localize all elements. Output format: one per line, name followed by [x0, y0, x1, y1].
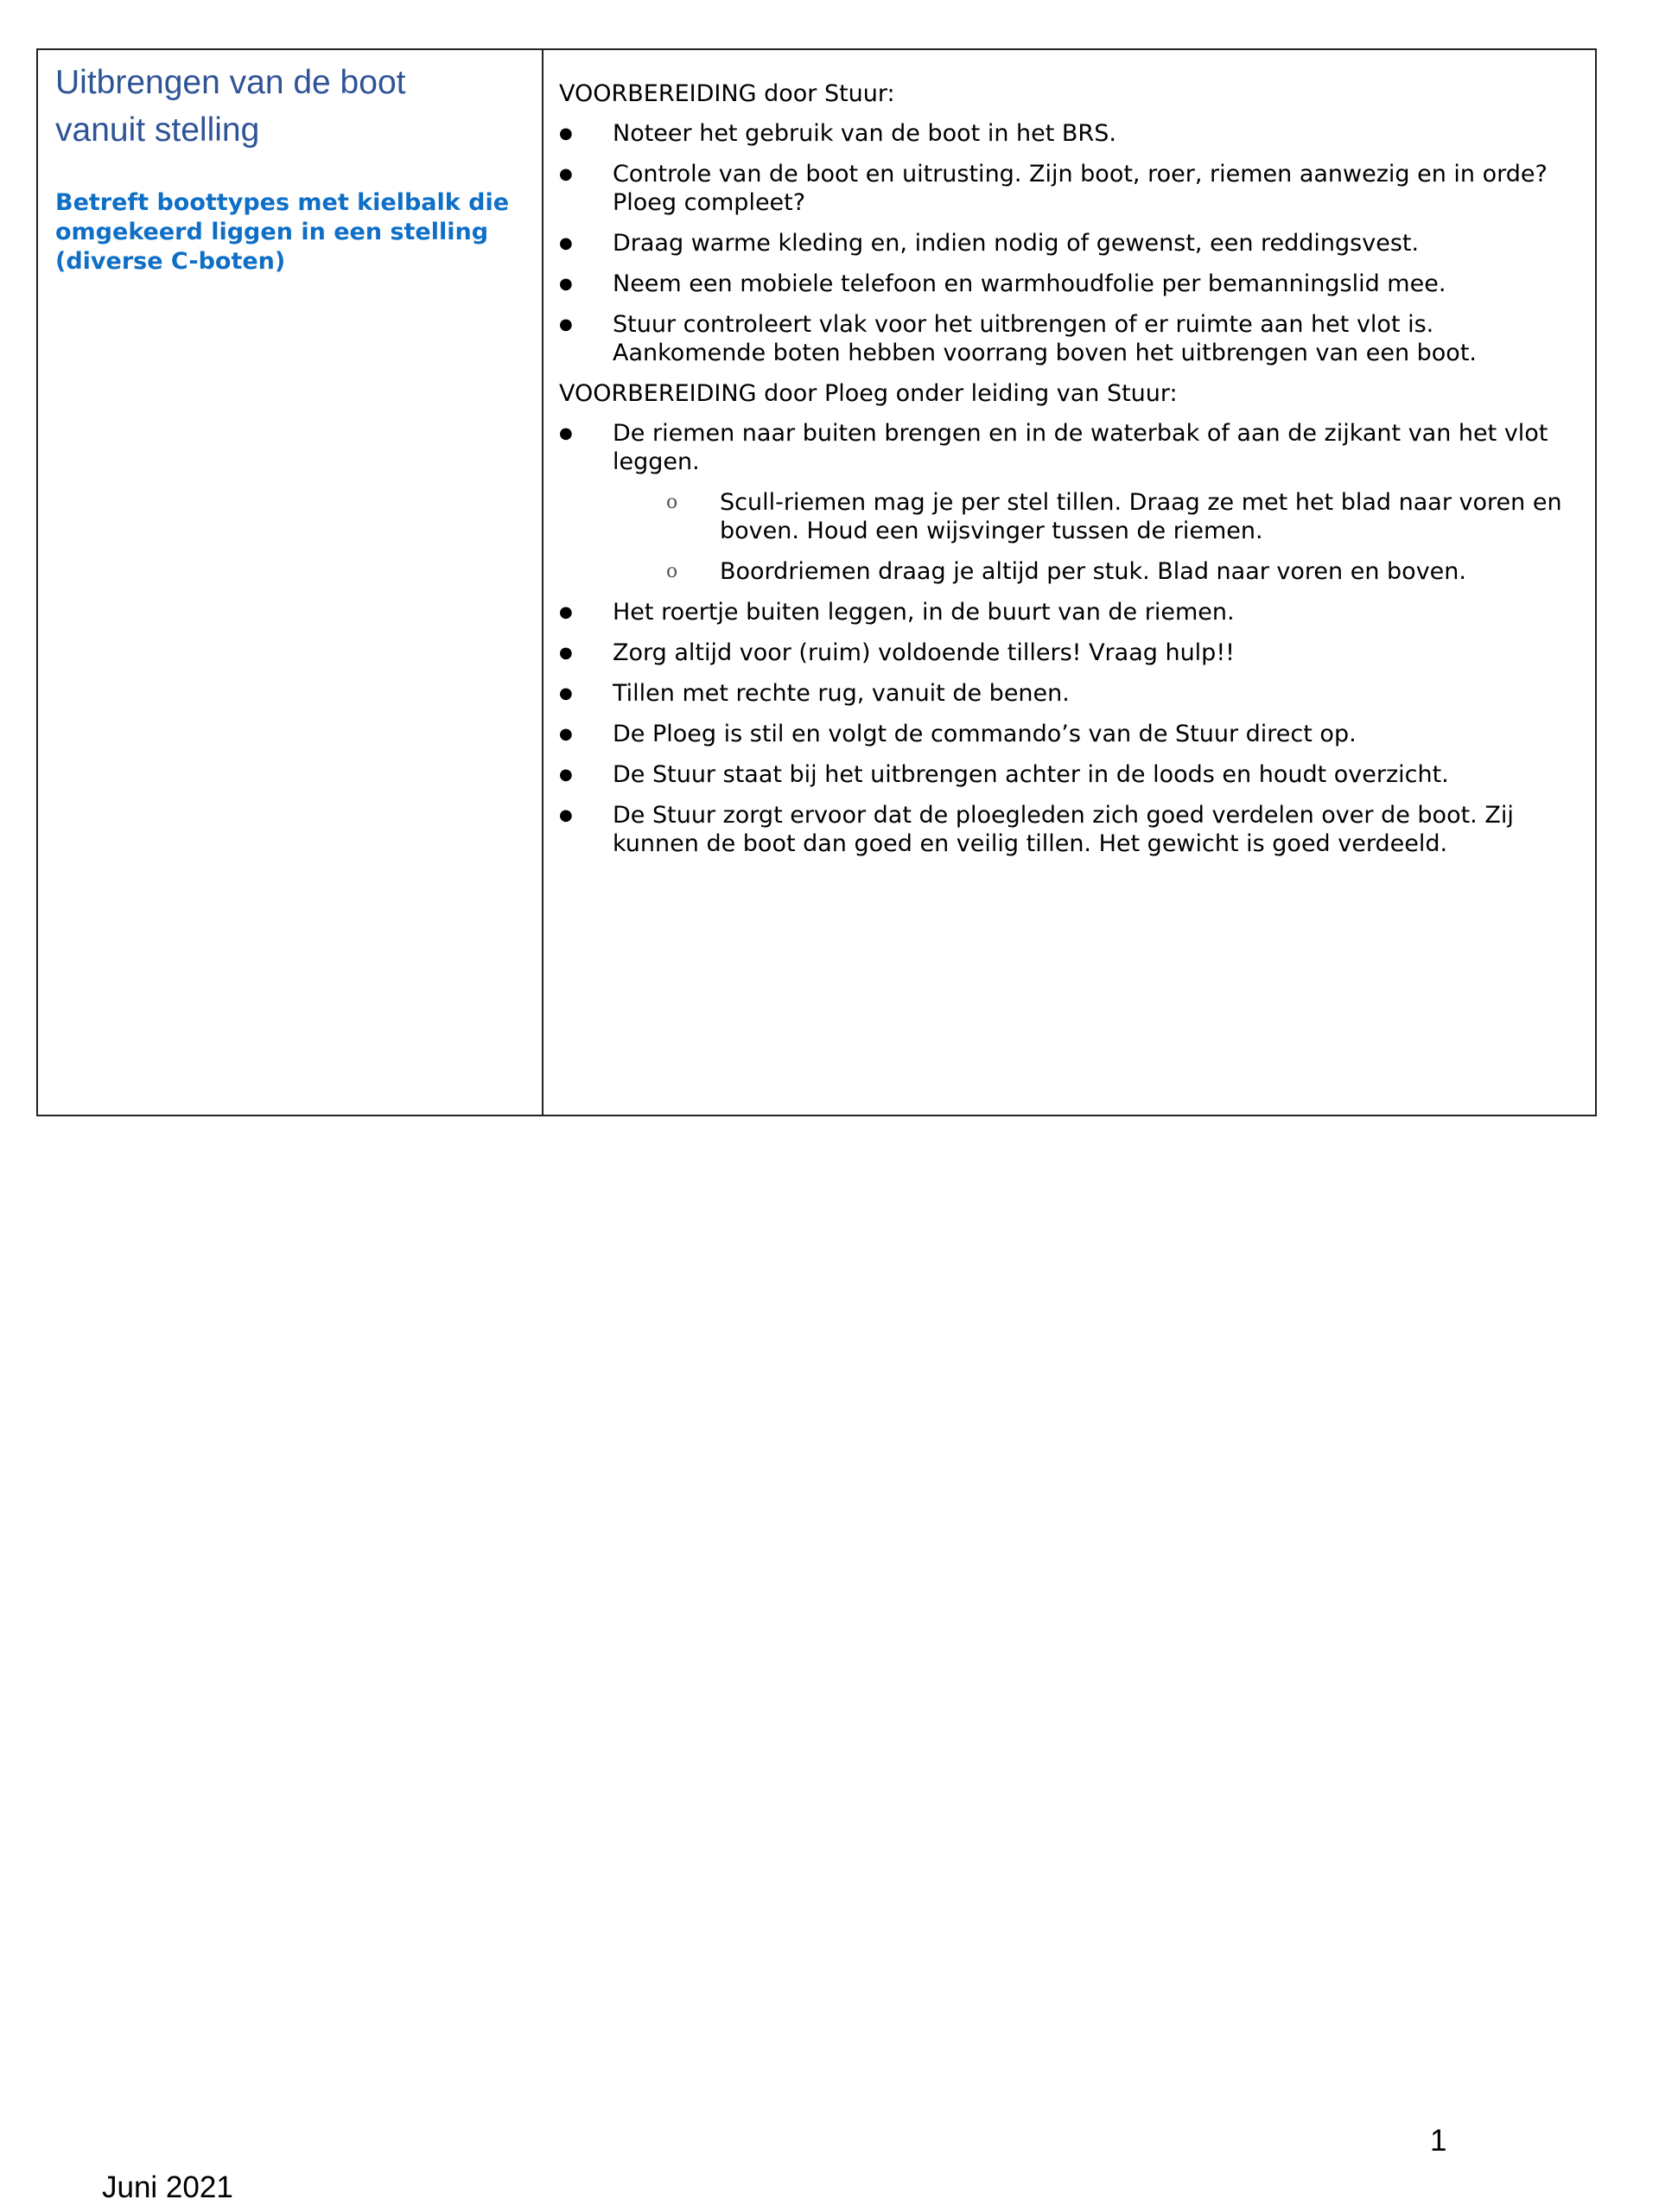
list-item: ● De Stuur staat bij het uitbrengen achter in de loods en houdt overzicht. [559, 760, 1578, 789]
list-item: ● Controle van de boot en uitrusting. Zijn boot, roer, riemen aanwezig en in orde? Ploeg compleet? [559, 160, 1578, 217]
instructions-cell [543, 50, 1595, 1115]
page-number: 1 [1430, 2124, 1447, 2158]
heading-ploeg: VOORBEREIDING door Ploeg onder leiding van Stuur: [559, 380, 1178, 407]
sub-list-item: o Scull-riemen mag je per stel tillen. Draag ze met het blad naar voren en boven. Houd een wijsvinger tussen de riemen. [613, 488, 1578, 545]
list-item: ● Tillen met rechte rug, vanuit de benen. [559, 679, 1578, 708]
heading-stuur: VOORBEREIDING door Stuur: [559, 80, 895, 107]
section-title-line1: Uitbrengen van de boot [55, 64, 406, 101]
list-item: ● Zorg altijd voor (ruim) voldoende tillers! Vraag hulp!! [559, 639, 1578, 667]
list-item [559, 419, 1578, 586]
instruction-table [36, 48, 1597, 1116]
sub-list-item: o Boordriemen draag je altijd per stuk. Blad naar voren en boven. [613, 557, 1578, 586]
footer-date: Juni 2021 [102, 2171, 233, 2204]
stuur-list [559, 119, 1578, 367]
list-item: ● De Stuur zorgt ervoor dat de ploegleden zich goed verdelen over de boot. Zij kunnen de boot dan goed en veilig tillen. Het gewicht is goed verdeeld. [559, 801, 1578, 858]
list-item: ● Het roertje buiten leggen, in de buurt van de riemen. [559, 598, 1578, 626]
list-item: ● Stuur controleert vlak voor het uitbrengen of er ruimte aan het vlot is. Aankomende boten hebben voorrang boven het uitbrengen van een boot. [559, 310, 1578, 367]
section-subtitle: Betreft boottypes met kielbalk die omgekeerd liggen in een stelling (diverse C-boten) [55, 189, 510, 275]
section-title [55, 59, 526, 154]
section-title-line2: vanuit stelling [55, 111, 260, 149]
list-item-text: De riemen naar buiten brengen en in de waterbak of aan de zijkant van het vlot leggen. [613, 420, 1548, 475]
list-item: ● Noteer het gebruik van de boot in het BRS. [559, 119, 1578, 148]
list-item: ● De Ploeg is stil en volgt de commando’s van de Stuur direct op. [559, 720, 1578, 748]
riemen-sublist [613, 488, 1578, 586]
ploeg-list [559, 419, 1578, 858]
list-item: ● Neem een mobiele telefoon en warmhoudfolie per bemanningslid mee. [559, 270, 1578, 298]
list-item: ● Draag warme kleding en, indien nodig of gewenst, een reddingsvest. [559, 229, 1578, 257]
topic-cell [38, 50, 543, 1115]
